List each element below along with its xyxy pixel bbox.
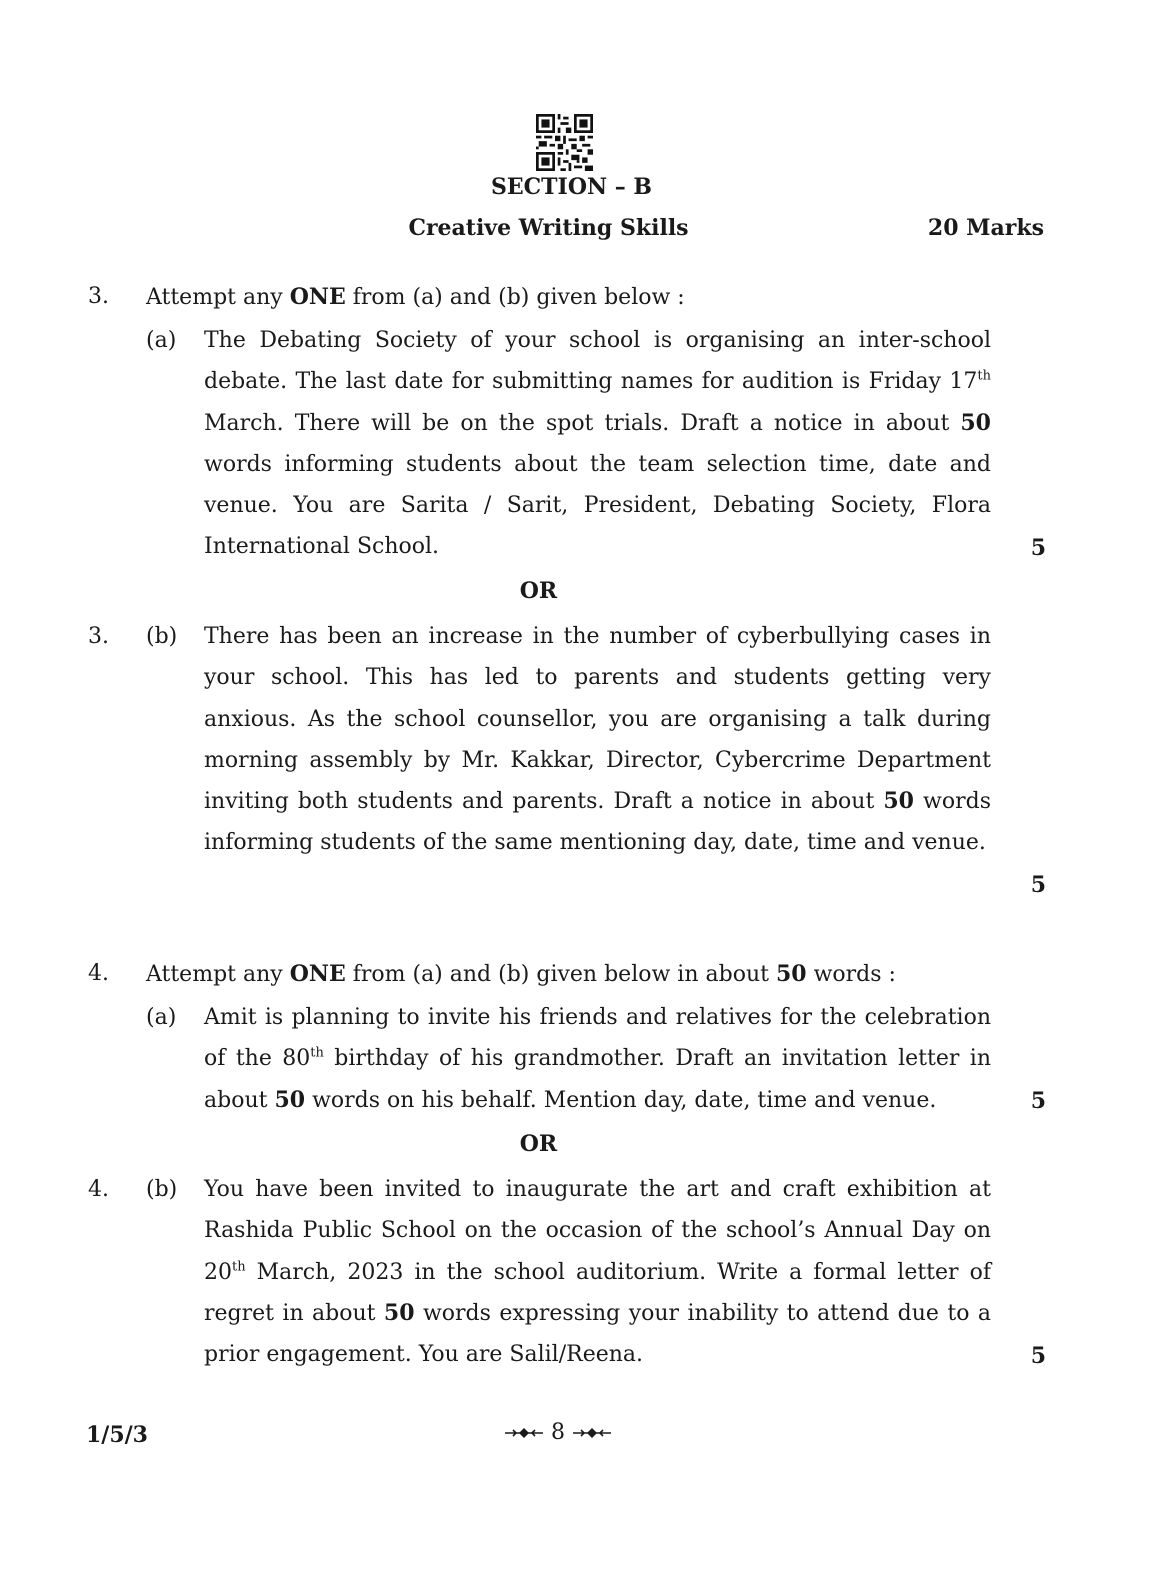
section-total-marks: 20 Marks <box>927 215 1044 241</box>
option-label: (b) <box>146 1177 178 1202</box>
page-ornament-icon <box>573 1426 611 1440</box>
page-ornament-icon <box>505 1426 543 1440</box>
question-marks: 5 <box>1030 1343 1046 1369</box>
question-marks: 5 <box>1030 535 1046 561</box>
or-separator: OR <box>519 578 558 604</box>
or-separator: OR <box>519 1131 558 1157</box>
question-marks: 5 <box>1030 872 1046 898</box>
option-label: (b) <box>146 624 178 649</box>
question-text: There has been an increase in the number of cyberbullying cases in your school. This has led to parents and students getting very anxious. As the school counsellor, you are organising a talk during morning assembly by Mr. Kakkar, Director, Cybercrime Department inviting both students and parents. Draft a notice in about 50 words informing students of the same mentioning day, date, time and venue. <box>204 624 991 856</box>
option-label: (a) <box>146 328 177 353</box>
paper-code: 1/5/3 <box>86 1422 148 1448</box>
question-stem: Attempt any ONE from (a) and (b) given below : <box>146 284 685 310</box>
question-number: 4. <box>88 1177 109 1202</box>
question-text: Amit is planning to invite his friends and relatives for the celebration of the 80th birthday of his grandmother. Draft an invitation letter in about 50 words on his behalf. Mention day, date, time and venue. <box>204 1005 991 1113</box>
question-number: 4. <box>88 961 109 986</box>
section-subtitle: Creative Writing Skills <box>408 215 689 241</box>
question-marks: 5 <box>1030 1088 1046 1114</box>
question-text: The Debating Society of your school is organising an inter-school debate. The last date for submitting names for audition is Friday 17th March. There will be on the spot trials. Draft a notice in about 50 words informing students about the team selection time, date and venue. You are Sarita / Sarit, President, Debating Society, Flora International School. <box>204 328 991 560</box>
question-stem: Attempt any ONE from (a) and (b) given below in about 50 words : <box>146 961 896 987</box>
qr-code-icon <box>536 114 593 171</box>
question-text: You have been invited to inaugurate the art and craft exhibition at Rashida Public School on the occasion of the school’s Annual Day on 20th March, 2023 in the school auditorium. Write a formal letter of regret in about 50 words expressing your inability to attend due to a prior engagement. You are Salil/Reena. <box>204 1177 991 1368</box>
page-number-block <box>505 1420 611 1445</box>
section-title: SECTION – B <box>490 174 652 200</box>
question-number: 3. <box>88 284 109 309</box>
question-number: 3. <box>88 624 109 649</box>
option-label: (a) <box>146 1005 177 1030</box>
page-number: 8 <box>551 1420 565 1445</box>
